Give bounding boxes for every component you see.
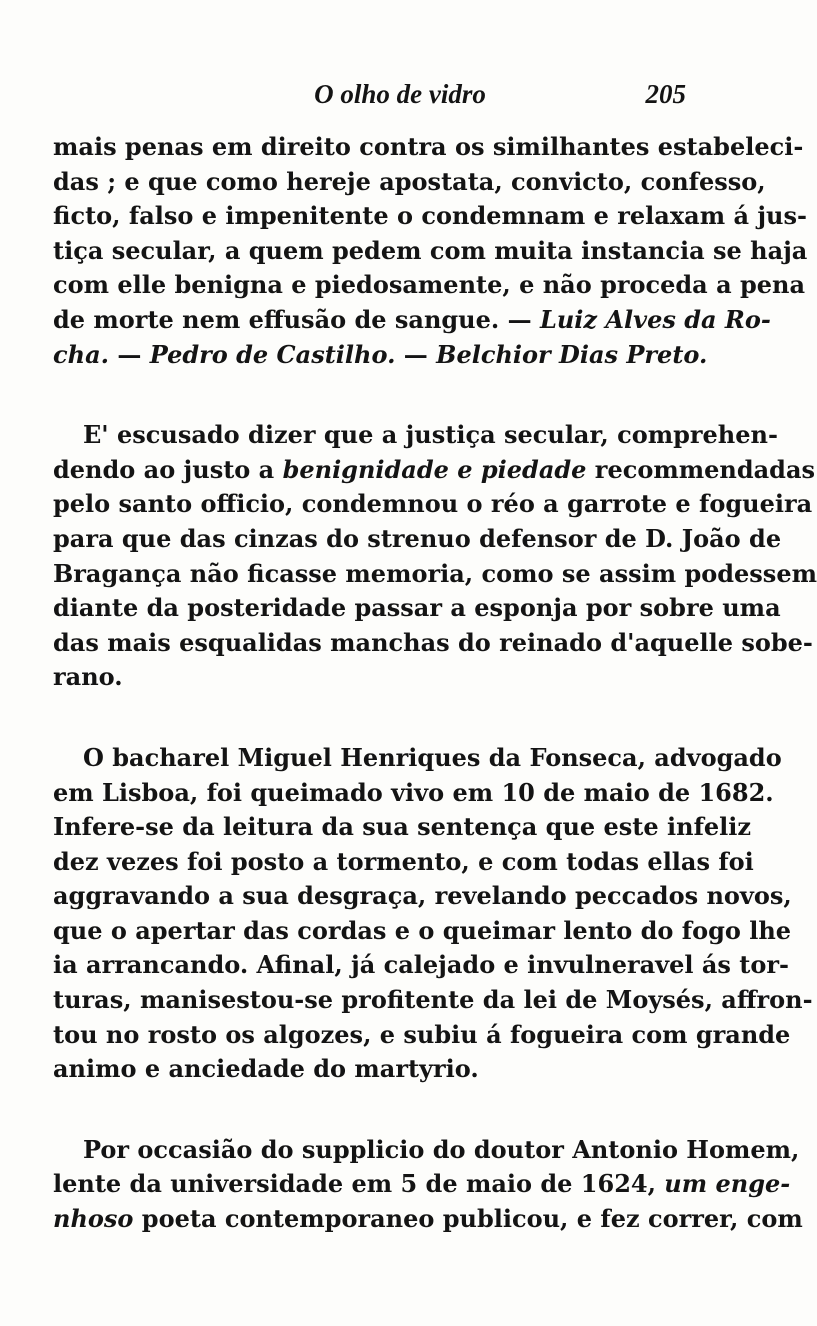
- page-number: 205: [645, 79, 686, 109]
- text-line: [53, 487, 813, 522]
- text-segment: tiça secular, a quem pedem com muita instancia se haja: [53, 235, 808, 265]
- text-segment: ficto, falso e impenitente o condemnam e relaxam á jus-: [53, 201, 807, 231]
- text-line: [53, 1202, 803, 1237]
- text-segment: lente da universidade em 5 de maio de 1624,: [53, 1169, 665, 1199]
- text-segment: que o apertar das cordas e o queimar lento do fogo lhe: [53, 915, 792, 945]
- text-segment: —: [395, 339, 437, 369]
- running-title: O olho de vidro: [314, 79, 486, 109]
- text-segment: mais penas em direito contra os similhantes estabeleci-: [53, 132, 804, 161]
- italic-text: Belchior Dias Preto.: [436, 339, 708, 369]
- text-segment: aggravando a sua desgraça, revelando peccados novos,: [53, 881, 792, 911]
- text-line: [53, 1133, 800, 1168]
- text-segment: animo e anciedade do martyrio.: [53, 1054, 479, 1084]
- text-line: [53, 591, 781, 626]
- text-line: [53, 453, 816, 488]
- text-segment: recommendadas: [586, 454, 816, 484]
- text-line: [53, 660, 686, 695]
- text-segment: de morte nem effusão de sangue. —: [53, 304, 540, 334]
- italic-text: Pedro de Castilho.: [149, 339, 396, 369]
- text-segment: E' escusado dizer que a justiça secular, comprehen-: [83, 420, 778, 450]
- text-segment: turas, manisestou-se profitente da lei de Moysés, affron-: [53, 985, 813, 1015]
- text-line: [53, 234, 808, 269]
- text-segment: rano.: [53, 662, 123, 692]
- text-line: [53, 879, 792, 914]
- text-line: [53, 741, 782, 776]
- italic-text: um enge-: [664, 1169, 791, 1199]
- paragraph-gap: [53, 1087, 686, 1133]
- text-line: [53, 199, 807, 234]
- text-line: [53, 165, 766, 200]
- text-segment: tou no rosto os algozes, e subiu á fogueira com grande: [53, 1019, 791, 1049]
- text-line: [53, 1018, 791, 1053]
- text-line: [53, 418, 778, 453]
- text-line: [53, 983, 813, 1018]
- text-segment: O bacharel Miguel Henriques da Fonseca, advogado: [83, 742, 782, 772]
- text-segment: Bragança não ficasse memoria, como se assim podessem: [53, 558, 817, 588]
- page-header: [0, 76, 800, 112]
- text-line: [53, 810, 752, 845]
- text-segment: em Lisboa, foi queimado vivo em 10 de maio de 1682.: [53, 777, 774, 807]
- italic-text: nhoso: [53, 1204, 134, 1234]
- text-line: [53, 522, 782, 557]
- paragraph-gap: [53, 372, 686, 418]
- text-line: [53, 1052, 686, 1087]
- text-segment: para que das cinzas do strenuo defensor de D. João de: [53, 523, 782, 553]
- text-line: [53, 130, 804, 165]
- paragraph: [53, 1133, 803, 1237]
- text-segment: —: [108, 339, 150, 369]
- text-line: [53, 557, 817, 592]
- italic-text: cha.: [53, 339, 109, 369]
- text-segment: Infere-se da leitura da sua sentença que este infeliz: [53, 812, 752, 842]
- text-line: [53, 338, 708, 373]
- text-line: [53, 914, 792, 949]
- text-segment: Por occasião do supplicio do doutor Antonio Homem,: [83, 1134, 800, 1164]
- paragraph: [53, 741, 813, 1087]
- text-segment: diante da posteridade passar a esponja por sobre uma: [53, 593, 781, 623]
- page-body: [53, 130, 817, 1237]
- italic-text: Luiz Alves da Ro-: [539, 304, 771, 334]
- text-line: [53, 268, 806, 303]
- text-segment: pelo santo officio, condemnou o réo a garrote e fogueira: [53, 489, 813, 519]
- text-line: [53, 948, 789, 983]
- text-line: [53, 303, 771, 338]
- text-segment: dez vezes foi posto a tormento, e com todas ellas foi: [53, 846, 754, 876]
- text-segment: com elle benigna e piedosamente, e não proceda a pena: [53, 270, 806, 300]
- paragraph: [53, 130, 808, 372]
- text-line: [53, 626, 813, 661]
- italic-text: benignidade e piedade: [282, 454, 587, 484]
- text-segment: das mais esqualidas manchas do reinado d'aquelle sobe-: [53, 627, 813, 657]
- text-segment: poeta contemporaneo publicou, e fez correr, com: [133, 1204, 803, 1234]
- paragraph: [53, 418, 817, 695]
- paragraph-gap: [53, 695, 686, 741]
- text-line: [53, 845, 754, 880]
- text-segment: das ; e que como hereje apostata, convicto, confesso,: [53, 166, 766, 196]
- text-segment: ia arrancando. Afinal, já calejado e invulneravel ás tor-: [53, 950, 789, 980]
- text-line: [53, 776, 774, 811]
- text-segment: dendo ao justo a: [53, 454, 283, 484]
- text-line: [53, 1167, 791, 1202]
